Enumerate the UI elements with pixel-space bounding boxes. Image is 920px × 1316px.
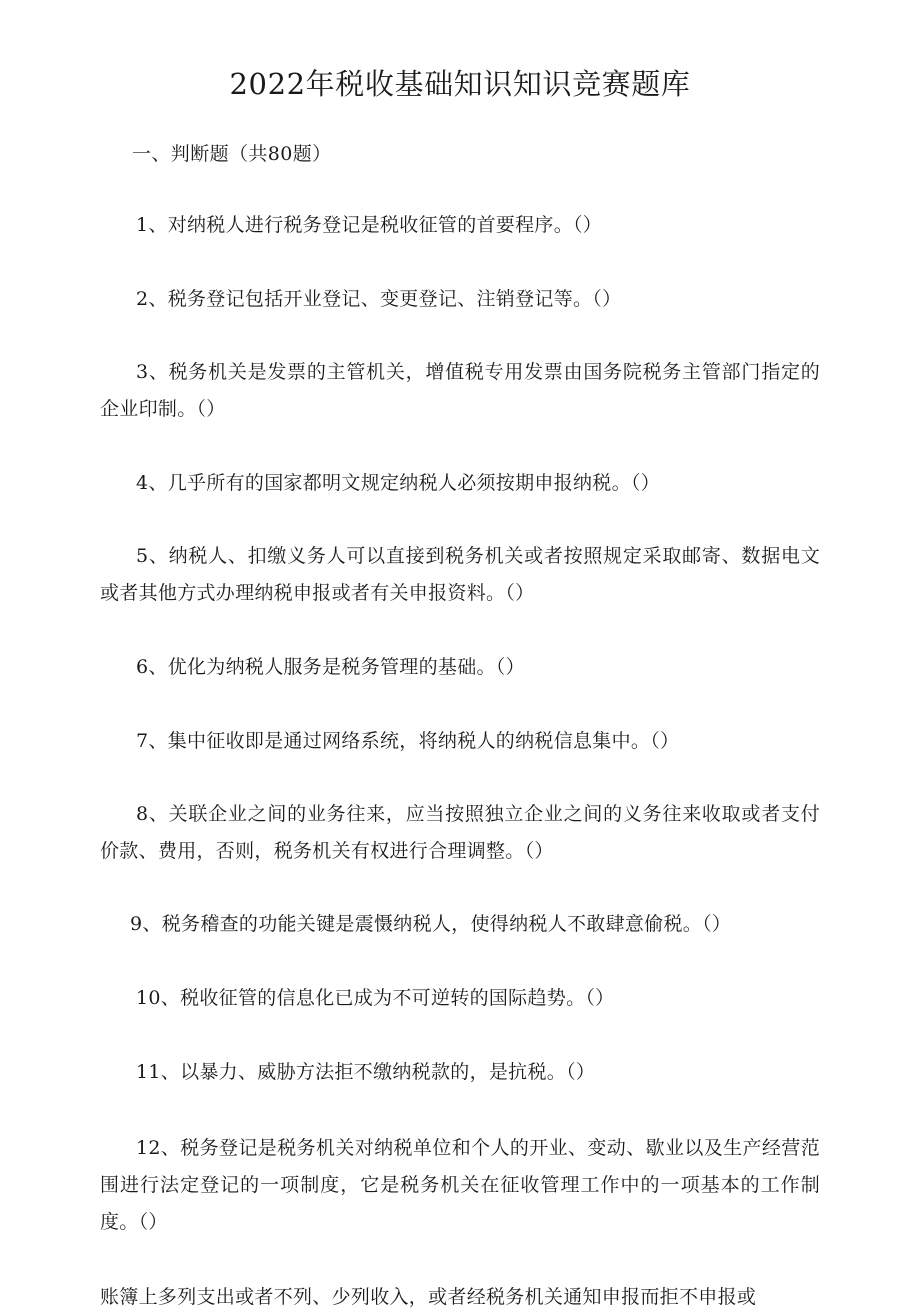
question-item-6: 6、优化为纳税人服务是税务管理的基础。（） (136, 655, 525, 678)
question-item-5: 5、纳税人、扣缴义务人可以直接到税务机关或者按照规定采取邮寄、数据电文或者其他方式办理纳税申报或者有关申报资料。（） (100, 544, 820, 604)
trailing-paragraph: 账簿上多列支出或者不列、少列收入，或者经税务机关通知申报而拒不申报或 (100, 1285, 757, 1308)
question-item-10: 10、税收征管的信息化已成为不可逆转的国际趋势。（） (136, 986, 615, 1009)
section-heading-true-false: 一、判断题（共80题） (132, 143, 332, 166)
question-item-9: 9、税务稽查的功能关键是震慑纳税人，使得纳税人不敢肆意偷税。（） (130, 912, 732, 935)
question-item-3: 3、税务机关是发票的主管机关，增值税专用发票由国务院税务主管部门指定的企业印制。（） (100, 360, 820, 420)
question-item-2: 2、税务登记包括开业登记、变更登记、注销登记等。（） (136, 287, 622, 310)
document-text-column (100, 0, 820, 1316)
question-item-4: 4、几乎所有的国家都明文规定纳税人必须按期申报纳税。（） (136, 471, 660, 494)
question-item-8: 8、关联企业之间的业务往来，应当按照独立企业之间的义务往来收取或者支付价款、费用，否则，税务机关有权进行合理调整。（） (100, 802, 820, 862)
page-title: 2022年税收基础知识知识竞赛题库 (229, 67, 691, 101)
question-item-1: 1、对纳税人进行税务登记是税收征管的首要程序。（） (136, 213, 603, 236)
question-item-11: 11、以暴力、威胁方法拒不缴纳税款的，是抗税。（） (136, 1060, 596, 1083)
question-item-7: 7、集中征收即是通过网络系统，将纳税人的纳税信息集中。（） (136, 729, 680, 752)
question-item-12: 12、税务登记是税务机关对纳税单位和个人的开业、变动、歇业以及生产经营范围进行法定登记的一项制度，它是税务机关在征收管理工作中的一项基本的工作制度。（） (100, 1136, 820, 1233)
